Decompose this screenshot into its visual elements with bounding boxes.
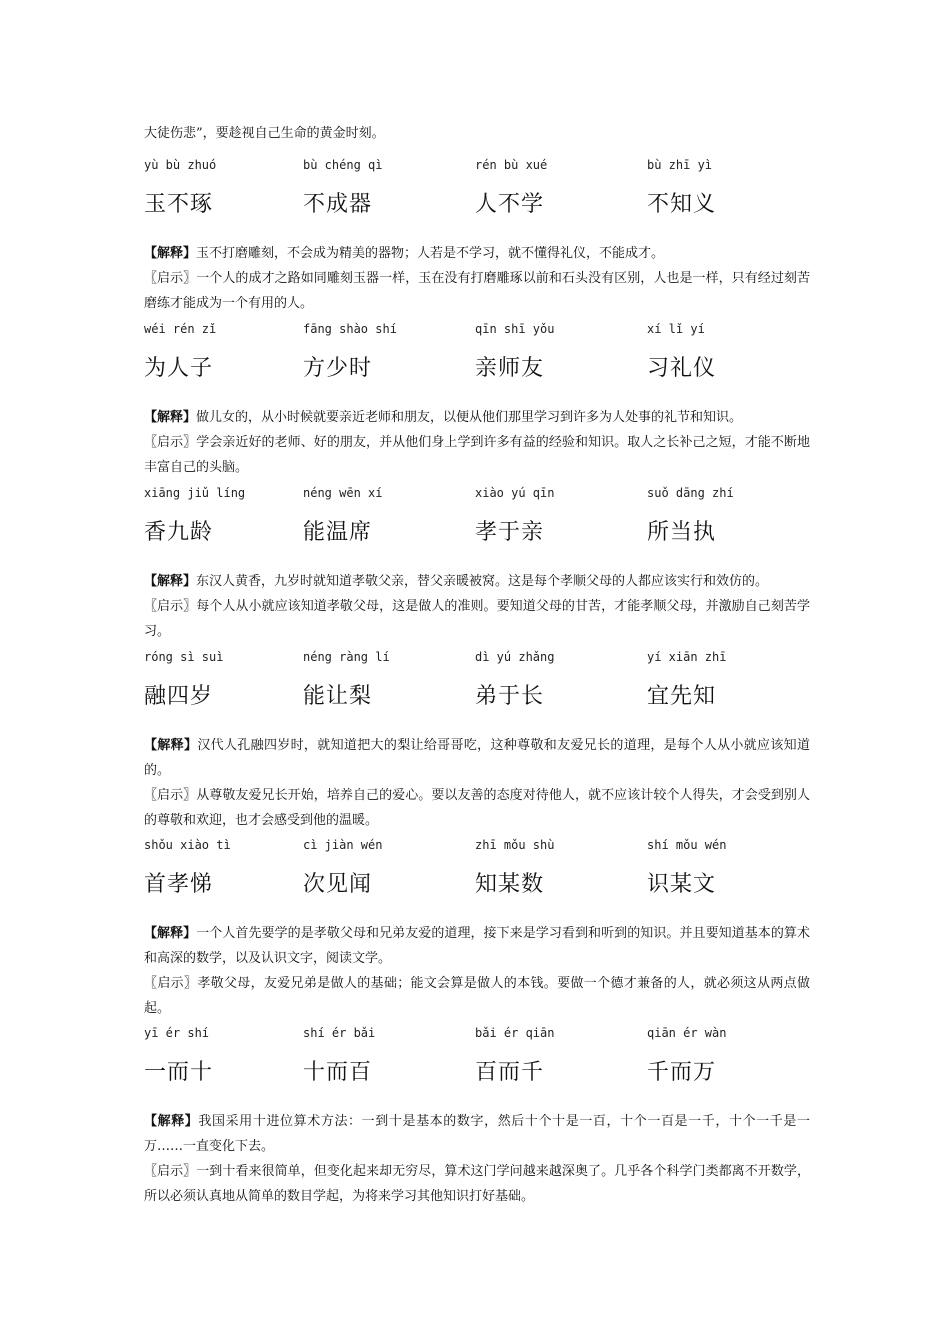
pinyin-row [144, 649, 810, 669]
pinyin: róng sì suì [144, 650, 224, 664]
explain-label: 【解释】 [144, 926, 197, 941]
verse-section [144, 485, 810, 644]
explanation [144, 1109, 810, 1159]
verse-row [144, 190, 810, 224]
insight-label: 〖启示〗 [144, 435, 197, 450]
explanation-text: 做儿女的，从小时候就要亲近老师和朋友，以便从他们那里学习到许多为人处事的礼节和知识。 [196, 410, 743, 425]
verse-phrase: 不知义 [647, 192, 717, 217]
verse-phrase: 所当执 [647, 520, 717, 545]
pinyin: rén bù xué [475, 158, 548, 172]
pinyin-row [144, 321, 810, 341]
pinyin: shǒu xiào tì [144, 838, 231, 852]
verse-phrase: 亲师友 [475, 356, 545, 381]
verse-phrase: 为人子 [144, 356, 214, 381]
verse-phrase: 不成器 [303, 192, 373, 217]
verse-row [144, 518, 810, 552]
explanation [144, 733, 810, 783]
verse-section [144, 157, 810, 316]
pinyin: bù zhī yì [647, 158, 713, 172]
verse-section [144, 321, 810, 480]
pinyin: yù bù zhuó [144, 158, 217, 172]
verse-phrase: 百而千 [475, 1060, 545, 1085]
insight-text: 孝敬父母，友爱兄弟是做人的基础；能文会算是做人的本钱。要做一个德才兼备的人，就必须这从两点做起。 [144, 976, 810, 1016]
insight-text: 每个人从小就应该知道孝敬父母，这是做人的准则。要知道父母的甘苦，才能孝顺父母，并激励自己刻苦学习。 [144, 599, 810, 639]
verse-phrase: 千而万 [647, 1060, 717, 1085]
pinyin: qīn shī yǒu [475, 322, 555, 336]
explain-label: 【解释】 [144, 574, 197, 589]
verse-section [144, 649, 810, 833]
pinyin-row [144, 837, 810, 857]
verse-phrase: 习礼仪 [647, 356, 717, 381]
insight-label: 〖启示〗 [144, 976, 198, 991]
explanation [144, 921, 810, 971]
pinyin-row [144, 1025, 810, 1045]
explanation-text: 玉不打磨雕刻，不会成为精美的器物；人若是不学习，就不懂得礼仪，不能成才。 [196, 246, 665, 261]
verse-phrase: 玉不琢 [144, 192, 214, 217]
insight-text: 学会亲近好的老师、好的朋友，并从他们身上学到许多有益的经验和知识。取人之长补己之短，才能不断地丰富自己的头脑。 [144, 435, 810, 475]
explanation-text: 我国采用十进位算术方法：一到十是基本的数字，然后十个十是一百，十个一百是一千，十个一千是一万……一直变化下去。 [144, 1114, 810, 1154]
verse-section [144, 837, 810, 1021]
verse-phrase: 宜先知 [647, 684, 717, 709]
explain-label: 【解释】 [144, 410, 197, 425]
pinyin-row [144, 157, 810, 177]
pinyin: xiào yú qīn [475, 486, 555, 500]
insight-label: 〖启示〗 [144, 788, 197, 803]
pinyin: wéi rén zǐ [144, 322, 217, 336]
intro-line: 大徒伤悲”，要趁视自己生命的黄金时刻。 [144, 126, 385, 141]
pinyin: shí ér bǎi [303, 1026, 376, 1040]
pinyin: qiān ér wàn [647, 1026, 727, 1040]
explanation [144, 569, 810, 594]
verse-phrase: 首孝悌 [144, 872, 214, 897]
pinyin: suǒ dāng zhí [647, 486, 734, 500]
insight-label: 〖启示〗 [144, 599, 197, 614]
verse-phrase: 融四岁 [144, 684, 214, 709]
verse-phrase: 十而百 [303, 1060, 373, 1085]
explain-label: 【解释】 [144, 246, 197, 261]
insight [144, 971, 810, 1021]
pinyin: fāng shào shí [303, 322, 397, 336]
pinyin: shí mǒu wén [647, 838, 727, 852]
insight-text: 一到十看来很简单，但变化起来却无穷尽，算术这门学问越来越深奥了。几乎各个科学门类都离不开数学，所以必须认真地从简单的数目学起，为将来学习其他知识打好基础。 [144, 1164, 810, 1204]
pinyin: yī ér shí [144, 1026, 210, 1040]
verse-row [144, 354, 810, 388]
verse-phrase: 知某数 [475, 872, 545, 897]
verse-phrase: 弟于长 [475, 684, 545, 709]
verse-row [144, 682, 810, 716]
explain-label: 【解释】 [144, 1114, 199, 1129]
pinyin: xí lǐ yí [647, 322, 705, 336]
verse-section [144, 1025, 810, 1209]
insight [144, 1159, 810, 1209]
explanation-text: 汉代人孔融四岁时，就知道把大的梨让给哥哥吃，这种尊敬和友爱兄长的道理，是每个人从小就应该知道的。 [144, 738, 810, 778]
insight [144, 594, 810, 644]
insight-text: 一个人的成才之路如同雕刻玉器一样，玉在没有打磨雕琢以前和石头没有区别，人也是一样，只有经过刻苦磨练才能成为一个有用的人。 [144, 271, 810, 311]
pinyin: yí xiān zhī [647, 650, 727, 664]
insight [144, 266, 810, 316]
explanation [144, 405, 810, 430]
insight-label: 〖启示〗 [144, 271, 197, 286]
explanation [144, 241, 810, 266]
verse-phrase: 能让梨 [303, 684, 373, 709]
explanation-text: 一个人首先要学的是孝敬父母和兄弟友爱的道理，接下来是学习看到和听到的知识。并且要知道基本的算术和高深的数学，以及认识文字，阅读文学。 [144, 926, 810, 966]
verse-phrase: 人不学 [475, 192, 545, 217]
pinyin: zhī mǒu shù [475, 838, 555, 852]
verse-phrase: 孝于亲 [475, 520, 545, 545]
explain-label: 【解释】 [144, 738, 198, 753]
insight [144, 430, 810, 480]
verse-row [144, 1058, 810, 1092]
pinyin-row [144, 485, 810, 505]
pinyin: dì yú zhǎng [475, 650, 555, 664]
verse-phrase: 方少时 [303, 356, 373, 381]
pinyin: néng wēn xí [303, 486, 383, 500]
verse-phrase: 次见闻 [303, 872, 373, 897]
insight-text: 从尊敬友爱兄长开始，培养自己的爱心。要以友善的态度对待他人，就不应该计较个人得失，才会受到别人的尊敬和欢迎，也才会感受到他的温暖。 [144, 788, 810, 828]
pinyin: xiāng jiǔ líng [144, 486, 246, 500]
verse-phrase: 香九龄 [144, 520, 214, 545]
pinyin: bù chéng qì [303, 158, 383, 172]
verse-phrase: 一而十 [144, 1060, 214, 1085]
explanation-text: 东汉人黄香，九岁时就知道孝敬父亲，替父亲暖被窝。这是每个孝顺父母的人都应该实行和效仿的。 [196, 574, 769, 589]
verse-phrase: 能温席 [303, 520, 373, 545]
pinyin: cì jiàn wén [303, 838, 383, 852]
insight-label: 〖启示〗 [144, 1164, 197, 1179]
insight [144, 783, 810, 833]
pinyin: bǎi ér qiān [475, 1026, 555, 1040]
verse-row [144, 870, 810, 904]
pinyin: néng ràng lí [303, 650, 390, 664]
verse-phrase: 识某文 [647, 872, 717, 897]
